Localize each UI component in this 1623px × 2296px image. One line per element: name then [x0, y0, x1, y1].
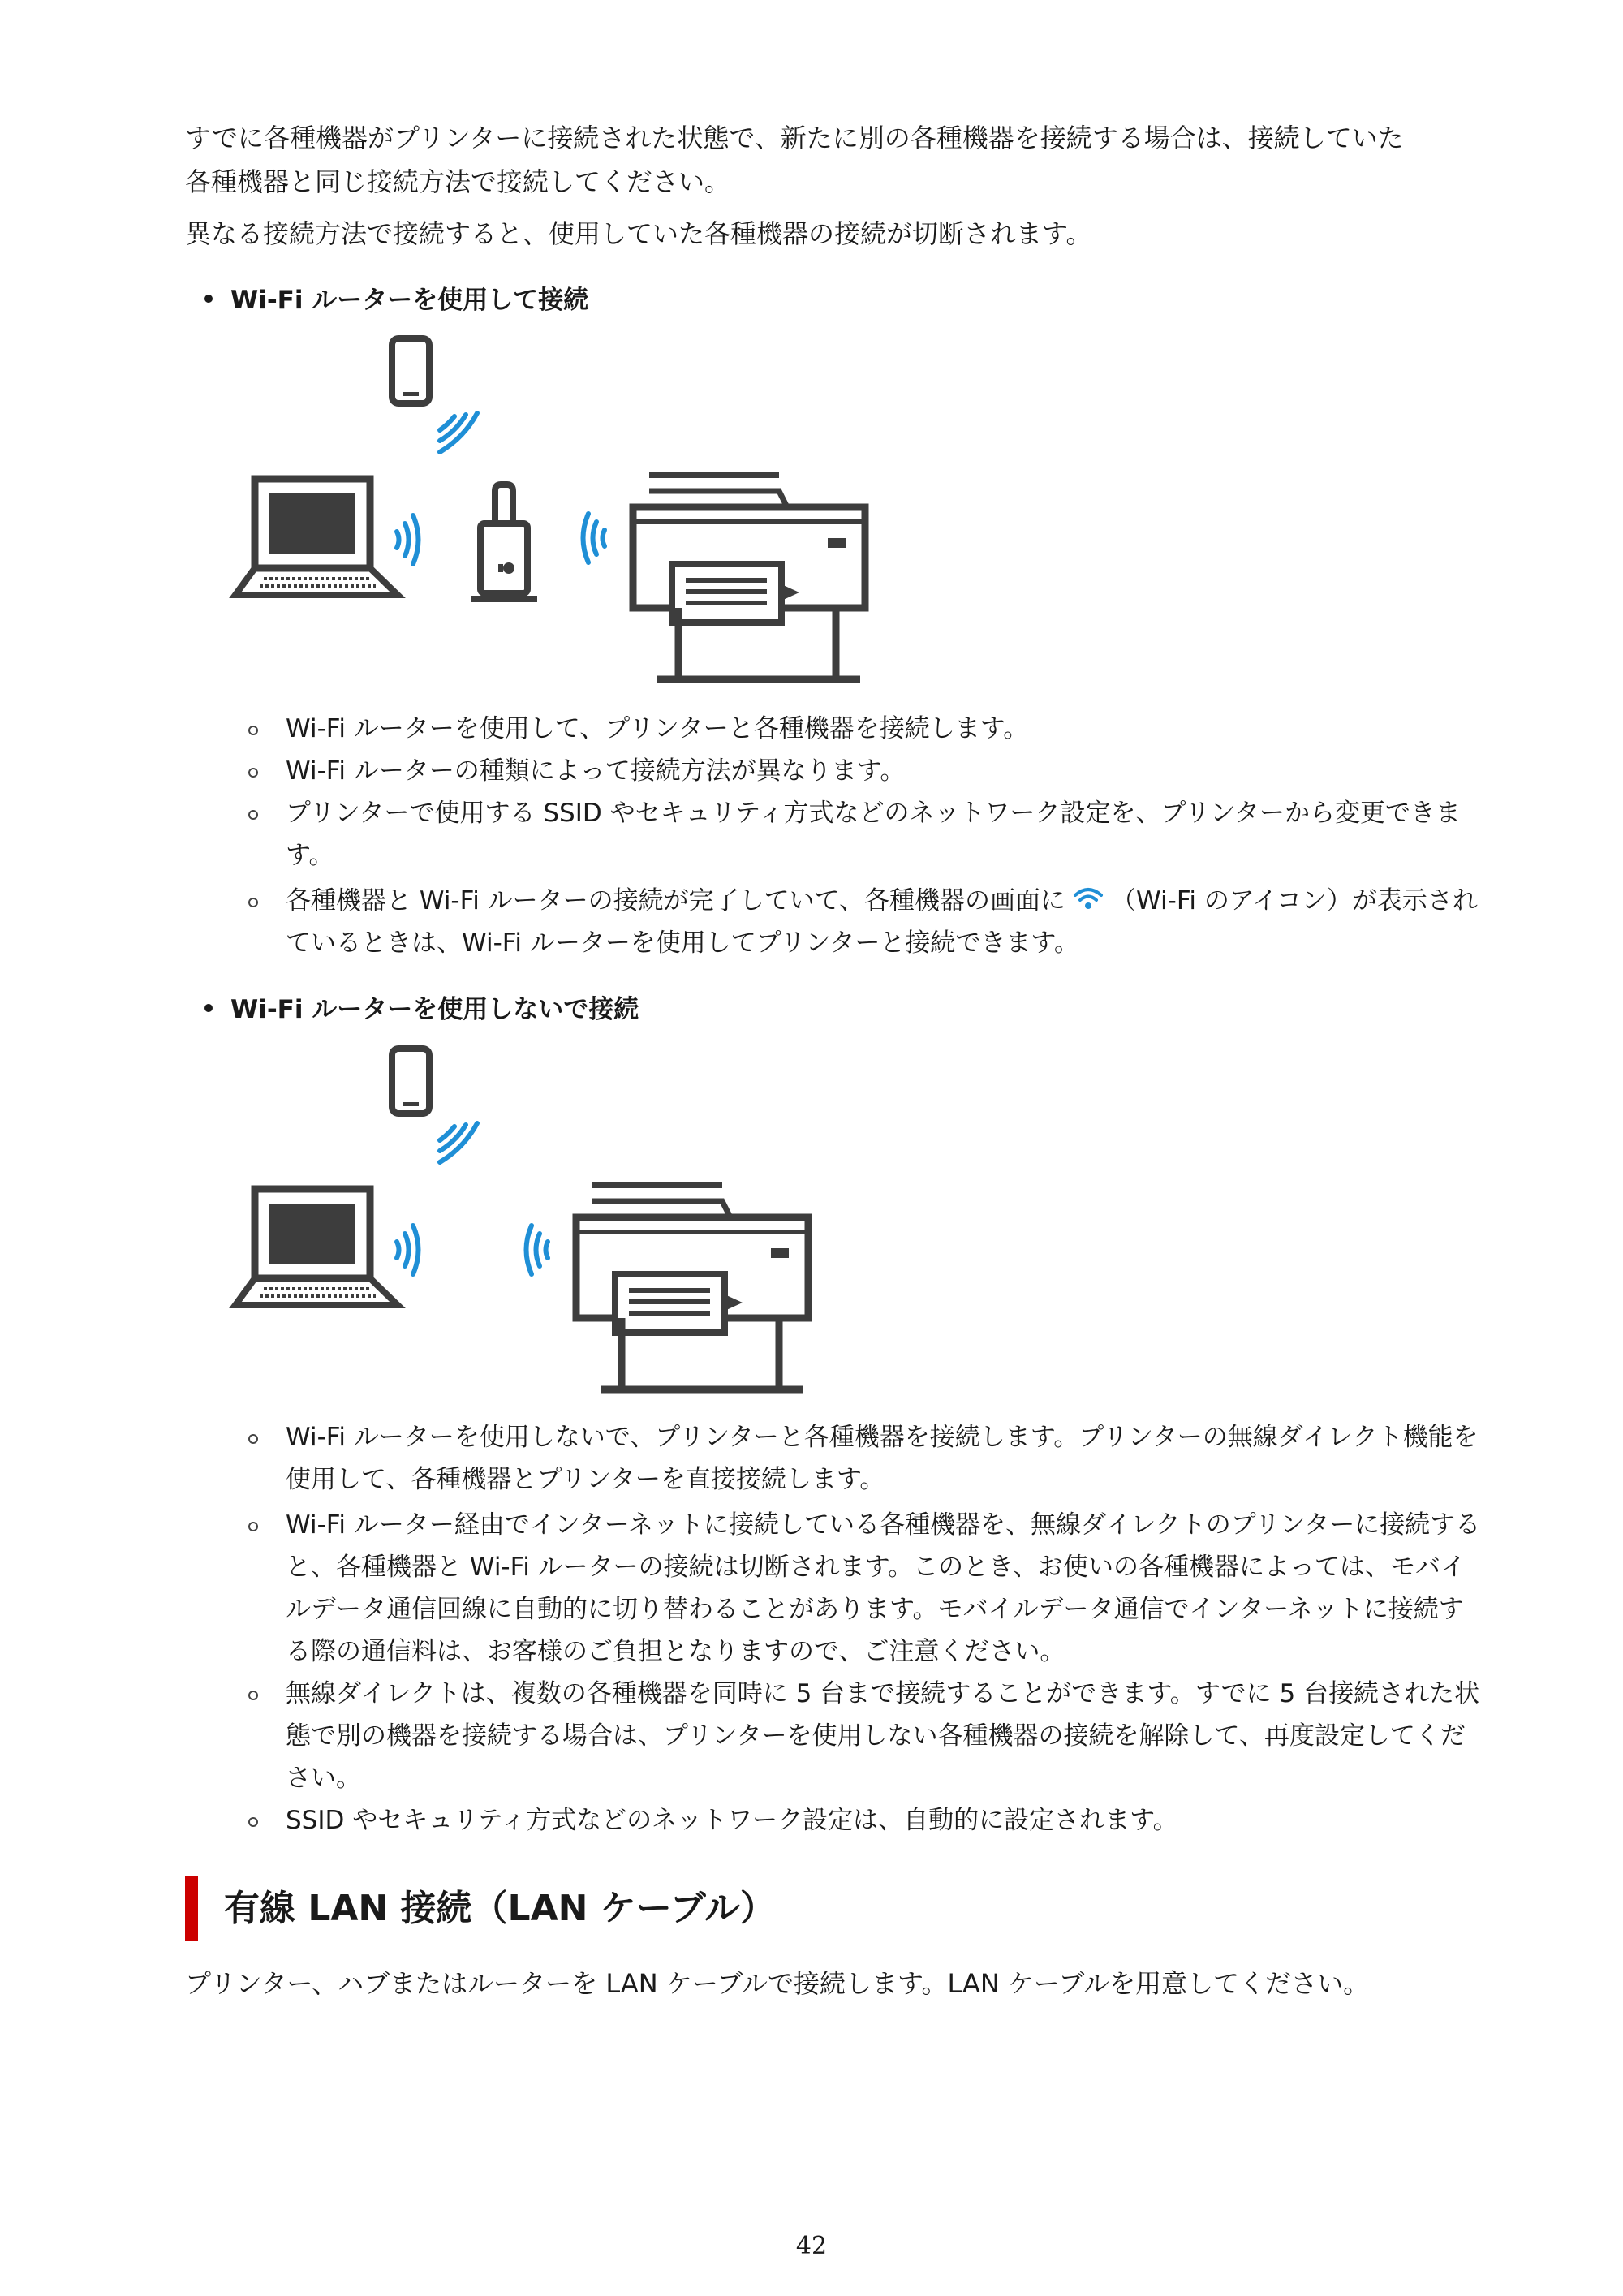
list-item: Wi-Fi ルーター経由でインターネットに接続している各種機器を、無線ダイレクトのプリンターに接続すると、各種機器と Wi-Fi ルーターの接続は切断されます。このとき、お使いの各種機器によっては、モバイルデータ通信回線に自動的に切り替わることがあります。モバイルデータ通信でインターネットに接続する際の通信料は、お客様のご負担となりますので、ご注意ください。 — [253, 1504, 1487, 1673]
intro-line-2: 各種機器と同じ接続方法で接続してください。 — [185, 166, 731, 197]
direct-diagram — [227, 1039, 844, 1400]
wifi-waves-icon — [440, 1123, 477, 1162]
laptop-icon — [235, 1189, 398, 1305]
list-item: 無線ダイレクトは、複数の各種機器を同時に 5 台まで接続することができます。すでに 5 台接続された状態で別の機器を接続する場合は、プリンターを使用しない各種機器の接続を解除して、再度設定してください。 — [253, 1673, 1487, 1799]
smartphone-icon — [392, 1049, 429, 1114]
wifi-waves-icon — [397, 515, 419, 564]
wifi-waves-icon — [583, 514, 605, 562]
smartphone-icon — [392, 338, 429, 403]
laptop-icon — [235, 479, 398, 595]
wifi-status-icon — [1070, 884, 1106, 911]
wifi-waves-icon — [440, 413, 477, 452]
heading-accent-bar — [185, 1876, 198, 1941]
page-number: 42 — [795, 2232, 828, 2260]
wifi-waves-icon — [397, 1226, 419, 1274]
section-router-title: Wi-Fi ルーターを使用して接続 — [204, 281, 588, 320]
wifi-waves-icon — [527, 1226, 549, 1274]
list-item: 各種機器と Wi-Fi ルーターの接続が完了していて、各種機器の画面に （Wi-Fi のアイコン）が表示されているときは、Wi-Fi ルーターを使用してプリンターと接続できます。 — [253, 880, 1487, 964]
page-title: 有線 LAN 接続（LAN ケーブル） — [224, 1888, 776, 1929]
router-icon — [471, 485, 537, 599]
list-item: プリンターで使用する SSID やセキュリティ方式などのネットワーク設定を、プリンターから変更できます。 — [253, 792, 1487, 877]
printer-icon — [576, 1185, 808, 1389]
wired-description: プリンター、ハブまたはルーターを LAN ケーブルで接続します。LAN ケーブルを用意してください。 — [185, 1968, 1370, 1999]
list-item: Wi-Fi ルーターを使用しないで、プリンターと各種機器を接続します。プリンターの無線ダイレクト機能を使用して、各種機器とプリンターを直接接続します。 — [253, 1416, 1487, 1501]
printer-icon — [633, 475, 865, 679]
router-diagram — [227, 329, 893, 690]
list-item: SSID やセキュリティ方式などのネットワーク設定は、自動的に設定されます。 — [253, 1799, 1487, 1842]
intro-line-3: 異なる接続方法で接続すると、使用していた各種機器の接続が切断されます。 — [185, 218, 1092, 249]
list-item: Wi-Fi ルーターを使用して、プリンターと各種機器を接続します。 — [253, 708, 1487, 750]
intro-line-1: すでに各種機器がプリンターに接続された状態で、新たに別の各種機器を接続する場合は、接続していた — [185, 123, 1404, 153]
section-direct-title: Wi-Fi ルーターを使用しないで接続 — [204, 990, 639, 1029]
list-item: Wi-Fi ルーターの種類によって接続方法が異なります。 — [253, 750, 1487, 792]
